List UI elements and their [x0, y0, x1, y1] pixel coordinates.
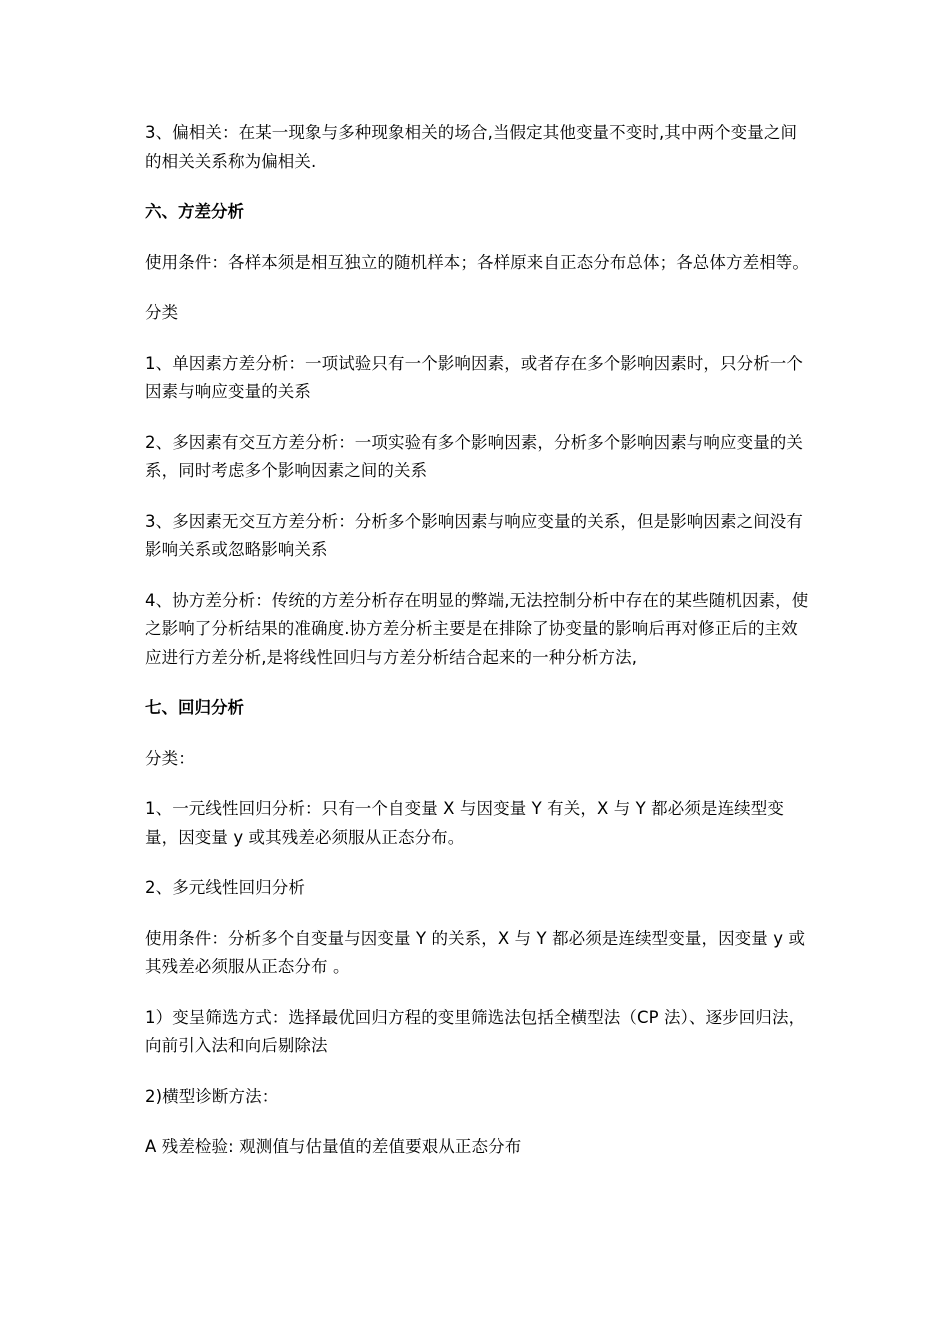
- paragraph-regression-classification: 分类：: [145, 748, 195, 768]
- section-heading-anova: 六、方差分析: [145, 202, 244, 221]
- paragraph-partial-correlation: 3、偏相关：在某一现象与多种现象相关的场合,当假定其他变量不变时,其中两个变量之间的相关关系称为偏相关.: [145, 123, 798, 171]
- paragraph-model-diagnostics: 2)横型诊断方法：: [145, 1086, 279, 1106]
- paragraph-simple-linear-regression: 1、一元线性回归分析：只有一个自变量 X 与因变量 Y 有关，X 与 Y 都必须是连续型变量，因变量 y 或其残差必须服从正态分布。: [145, 799, 784, 847]
- paragraph-one-way-anova: 1、单因素方差分析：一项试验只有一个影响因素，或者存在多个影响因素时，只分析一个因素与响应变量的关系: [145, 353, 803, 401]
- paragraph-ancova: 4、协方差分析：传统的方差分析存在明显的弊端,无法控制分析中存在的某些随机因素，使之影响了分析结果的准确度.协方差分析主要是在排除了协变量的影响后再对修正后的主效应进行方差分析,是将线性回归与方差分析结合起来的一种分析方法,: [145, 590, 809, 667]
- document-page: [145, 119, 810, 1184]
- paragraph-multi-factor-no-interaction-anova: 3、多因素无交互方差分析：分析多个影响因素与响应变量的关系，但是影响因素之间没有影响关系或忽略影响关系: [145, 511, 803, 559]
- section-heading-regression: 七、回归分析: [145, 698, 244, 717]
- paragraph-variable-selection: 1）变呈筛选方式：选择最优回归方程的变里筛选法包括全横型法（CP 法）、逐步回归法，向前引入法和向后剔除法: [145, 1007, 806, 1055]
- paragraph-anova-classification: 分类: [145, 303, 179, 322]
- paragraph-multi-factor-interaction-anova: 2、多因素有交互方差分析：一项实验有多个影响因素，分析多个影响因素与响应变量的关系，同时考虑多个影响因素之间的关系: [145, 432, 803, 480]
- paragraph-multiple-linear-regression: 2、多元线性回归分析: [145, 878, 305, 897]
- paragraph-regression-conditions: 使用条件：分析多个自变量与因变量 Y 的关系，X 与 Y 都必须是连续型变量，因变量 y 或其残差必须服从正态分布 。: [145, 928, 806, 976]
- paragraph-anova-conditions: 使用条件：各样本须是相互独立的随机样本；各样原来自正态分布总体；各总体方差相等。: [145, 252, 809, 272]
- paragraph-residual-test: A 残差检验: 观测值与估量值的差值要艰从正态分布: [145, 1137, 522, 1156]
